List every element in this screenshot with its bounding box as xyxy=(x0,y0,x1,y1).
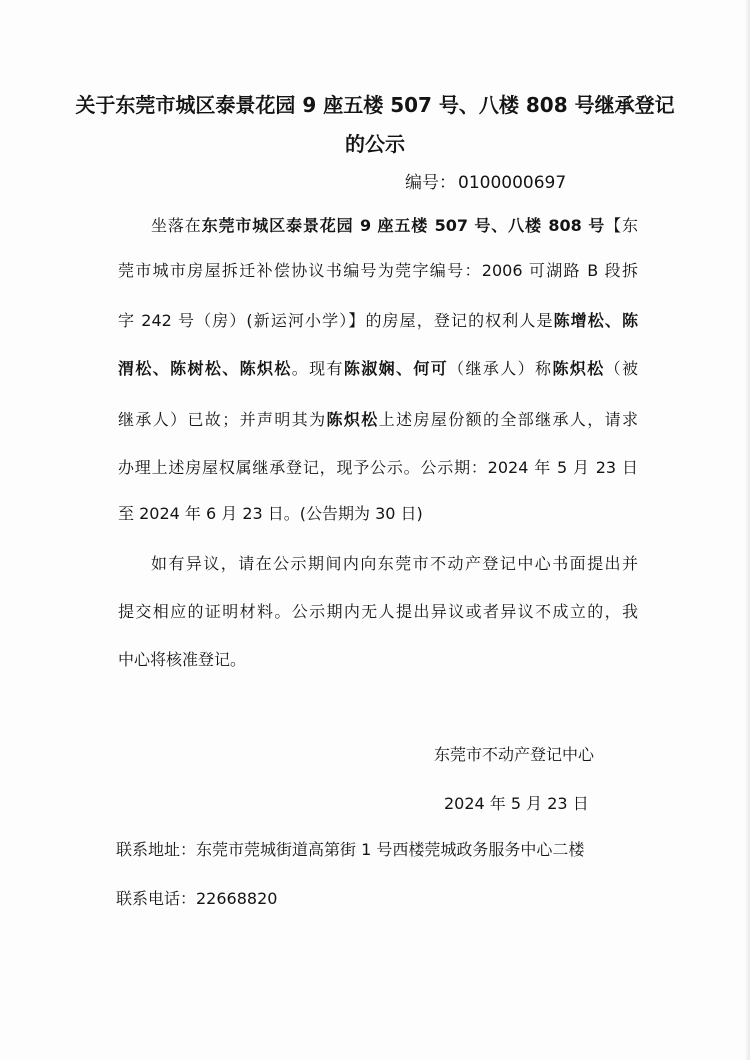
text-run: 【东 xyxy=(605,216,638,235)
body-paragraph-1-line-7: 至 2024 年 6 月 23 日。(公告期为 30 日) xyxy=(118,504,423,523)
body-paragraph-1-line-6: 办理上述房屋权属继承登记，现予公示。公示期：2024 年 5 月 23 日 xyxy=(118,458,638,477)
body-paragraph-1-line-3 xyxy=(118,309,638,333)
body-paragraph-2-line-1: 如有异议，请在公示期间内向东莞市不动产登记中心书面提出并 xyxy=(151,554,638,573)
body-paragraph-2-line-3: 中心将核准登记。 xyxy=(118,650,247,669)
text-run: （继承人）称 xyxy=(448,359,553,378)
heirs: 陈淑娴、何可 xyxy=(343,359,449,378)
contact-address: 联系地址：东莞市莞城街道高第街 1 号西楼莞城政务服务中心二楼 xyxy=(116,840,585,859)
rights-holders-continued: 渭松、陈树松、陈炽松 xyxy=(118,359,292,378)
document-number-value: 0100000697 xyxy=(458,173,567,193)
issue-date: 2024 年 5 月 23 日 xyxy=(444,794,589,813)
document-number xyxy=(405,171,566,195)
body-paragraph-1-line-2: 莞市城市房屋拆迁补偿协议书编号为莞字编号：2006 可湖路 B 段拆 xyxy=(118,261,638,280)
notice-title-line-1: 关于东莞市城区泰景花园 9 座五楼 507 号、八楼 808 号继承登记 xyxy=(75,93,675,117)
text-run: （被 xyxy=(604,359,638,378)
rights-holders: 陈增松、陈 xyxy=(553,311,638,330)
text-run: 。现有 xyxy=(291,359,344,378)
issuing-organization: 东莞市不动产登记中心 xyxy=(434,745,595,764)
body-paragraph-2-line-2: 提交相应的证明材料。公示期内无人提出异议或者异议不成立的，我 xyxy=(118,602,638,621)
decedent: 陈炽松 xyxy=(552,359,605,378)
text-run: 上述房屋份额的全部继承人，请求 xyxy=(378,410,638,429)
contact-phone: 联系电话：22668820 xyxy=(116,889,278,908)
property-location: 东莞市城区泰景花园 9 座五楼 507 号、八楼 808 号 xyxy=(201,216,606,235)
text-run: 字 242 号（房）(新运河小学）】的房屋，登记的权利人是 xyxy=(118,311,554,330)
body-paragraph-1-line-1 xyxy=(151,214,638,238)
scan-edge-shadow xyxy=(744,0,750,1060)
document-number-label: 编号： xyxy=(405,173,456,193)
text-run: 坐落在 xyxy=(151,216,202,235)
notice-title-line-2: 的公示 xyxy=(345,132,405,156)
text-run: 继承人）已故；并声明其为 xyxy=(118,410,327,429)
body-paragraph-1-line-5 xyxy=(118,408,638,432)
body-paragraph-1-line-4 xyxy=(118,357,638,381)
decedent: 陈炽松 xyxy=(326,410,379,429)
